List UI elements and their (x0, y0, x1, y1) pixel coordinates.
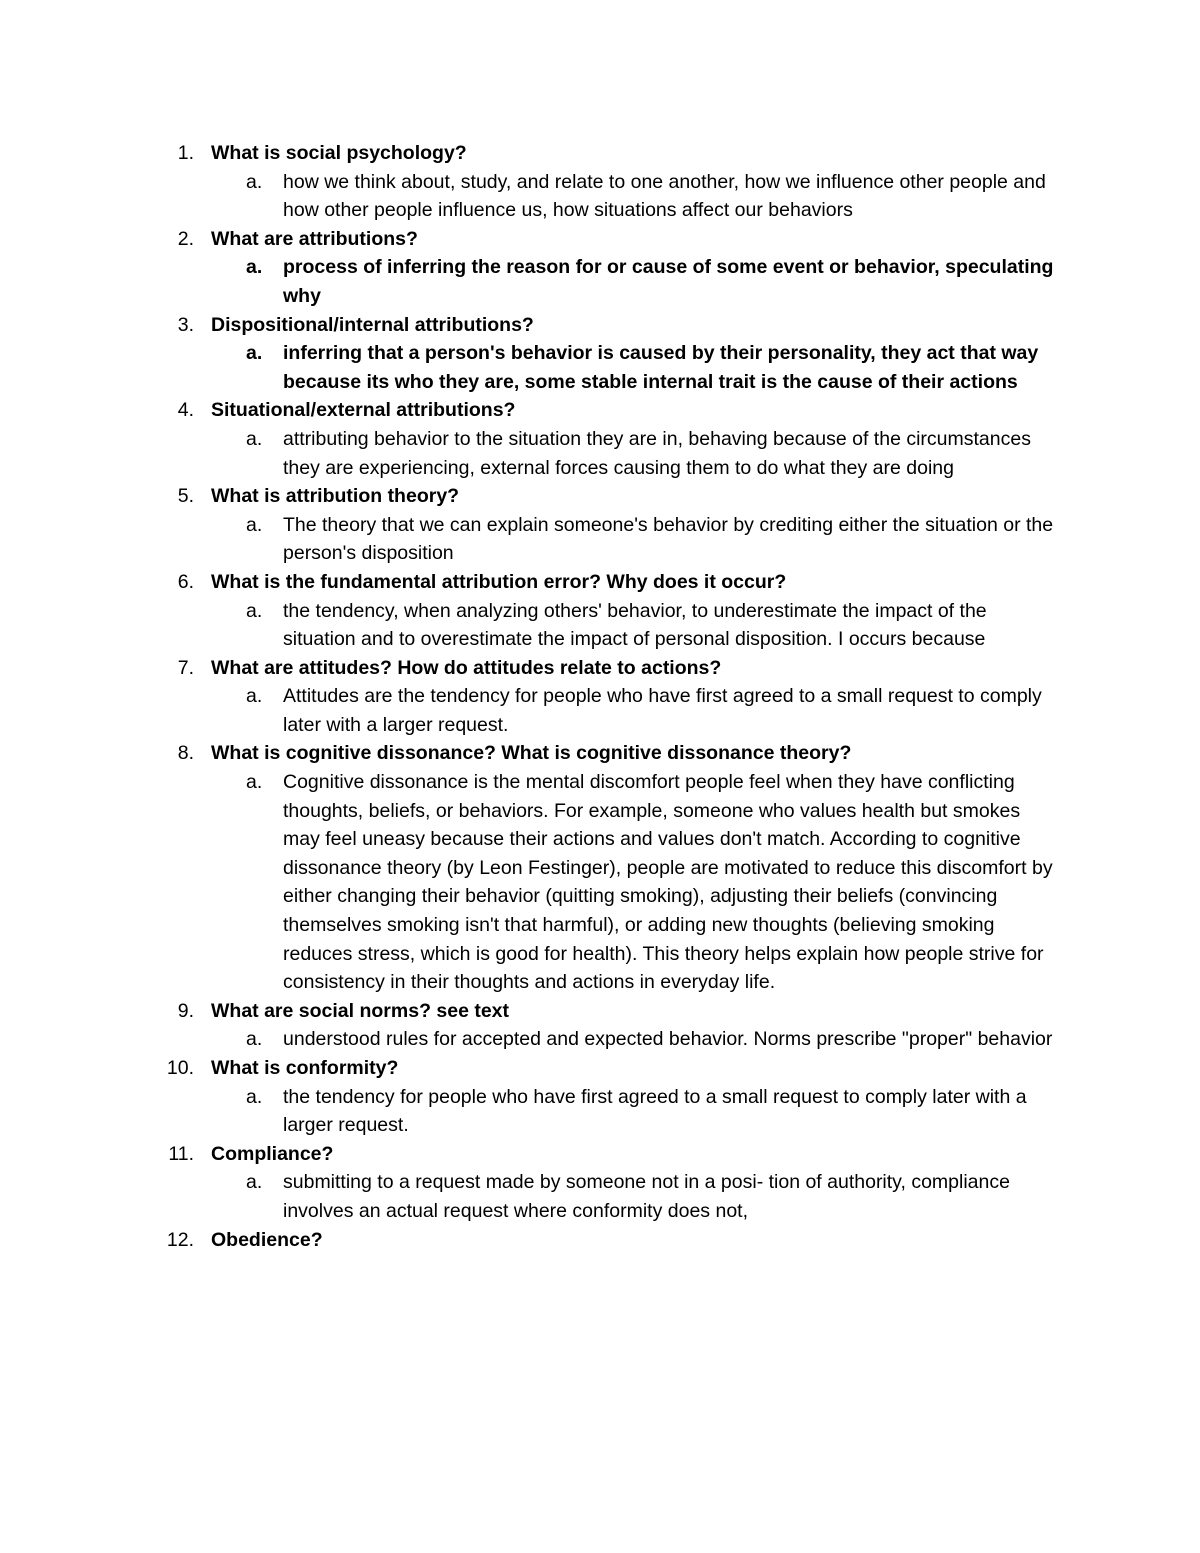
answer-letter: a. (246, 342, 263, 365)
question-item (0, 654, 1200, 683)
question-number: 5. (177, 485, 194, 508)
answer-item (0, 597, 1200, 654)
answer-item (0, 168, 1200, 225)
question-text: What is cognitive dissonance? What is cognitive dissonance theory? (211, 742, 852, 765)
answer-letter: a. (246, 1171, 263, 1194)
question-text: Situational/external attributions? (211, 399, 516, 422)
question-number: 6. (177, 570, 194, 593)
answer-text: inferring that a person's behavior is caused by their personality, they act that way because its who they are, some stable internal trait is the cause of their actions (283, 342, 1039, 393)
question-item (0, 739, 1200, 768)
answer-letter: a. (246, 771, 263, 794)
answer-text: attributing behavior to the situation they are in, behaving because of the circumstances they are experiencing, external forces causing them to do what they are doing (283, 427, 1031, 479)
question-item (0, 396, 1200, 425)
question-item (0, 997, 1200, 1026)
question-number: 10. (166, 1057, 194, 1079)
question-item (0, 225, 1200, 254)
answer-item (0, 1083, 1200, 1140)
answer-letter: a. (246, 256, 263, 279)
question-number: 9. (177, 999, 194, 1022)
answer-letter: a. (246, 1028, 263, 1051)
question-text: What are attributions? (211, 227, 418, 250)
question-text: Compliance? (211, 1142, 334, 1165)
question-item (0, 1140, 1200, 1169)
question-number: 11. (168, 1142, 194, 1165)
question-item (0, 568, 1200, 597)
answer-letter: a. (246, 170, 263, 193)
answer-item (0, 768, 1200, 997)
answer-letter: a. (246, 685, 263, 708)
answer-text: the tendency for people who have first agreed to a small request to comply later with a larger request. (283, 1085, 1027, 1137)
question-item (0, 139, 1200, 168)
answer-letter: a. (246, 513, 263, 536)
question-number: 4. (177, 399, 194, 422)
question-text: Obedience? (211, 1228, 323, 1251)
question-text: What is social psychology? (211, 142, 467, 164)
answer-text: Cognitive dissonance is the mental discomfort people feel when they have conflicting thoughts, beliefs, or behaviors. For example, someone who values health but smokes may feel uneasy because their actions and values don't match. According to cognitive dissonance theory (by Leon Festinger), people are motivated to reduce this discomfort by either changing their behavior (quitting smoking), adjusting their beliefs (convincing themselves smoking isn't that harmful), or adding new thoughts (believing smoking reduces stress, which is good for health). This theory helps explain how people strive for consistency in their thoughts and actions in everyday life. (283, 771, 1053, 994)
document-page (0, 139, 1200, 1254)
question-text: What are attitudes? How do attitudes relate to actions? (211, 656, 722, 679)
question-item (0, 1054, 1200, 1083)
question-number: 1. (177, 142, 194, 164)
answer-letter: a. (246, 599, 263, 622)
answer-text: The theory that we can explain someone's behavior by crediting either the situation or the person's disposition (283, 513, 1054, 565)
question-number: 3. (177, 313, 194, 336)
question-item (0, 311, 1200, 340)
answer-item (0, 253, 1200, 310)
answer-item (0, 1025, 1200, 1054)
question-text: What are social norms? see text (211, 999, 510, 1022)
answer-letter: a. (246, 1085, 263, 1108)
answer-text: process of inferring the reason for or cause of some event or behavior, speculating why (283, 256, 1054, 307)
answer-letter: a. (246, 427, 263, 450)
answer-text: how we think about, study, and relate to one another, how we influence other people and how other people influence us, how situations affect our behaviors (283, 170, 1046, 222)
question-number: 7. (177, 656, 194, 679)
answer-text: the tendency, when analyzing others' behavior, to underestimate the impact of the situation and to overestimate the impact of personal disposition. I occurs because (283, 599, 987, 651)
answer-text: submitting to a request made by someone not in a posi- tion of authority, compliance involves an actual request where conformity does not, (283, 1171, 1010, 1222)
answer-item (0, 339, 1200, 396)
question-number: 8. (177, 742, 194, 765)
question-number: 12. (166, 1228, 194, 1251)
answer-item (0, 1168, 1200, 1225)
answer-text: Attitudes are the tendency for people who have first agreed to a small request to comply later with a larger request. (283, 685, 1042, 736)
answer-item (0, 511, 1200, 568)
question-text: What is attribution theory? (211, 485, 460, 508)
question-number: 2. (177, 227, 194, 250)
question-text: What is the fundamental attribution error? Why does it occur? (211, 570, 787, 593)
question-item (0, 1226, 1200, 1255)
answer-item (0, 425, 1200, 482)
answer-item (0, 682, 1200, 739)
question-item (0, 482, 1200, 511)
question-text: What is conformity? (211, 1057, 399, 1079)
question-text: Dispositional/internal attributions? (211, 313, 534, 336)
answer-text: understood rules for accepted and expected behavior. Norms prescribe "proper" behavior (283, 1028, 1053, 1051)
